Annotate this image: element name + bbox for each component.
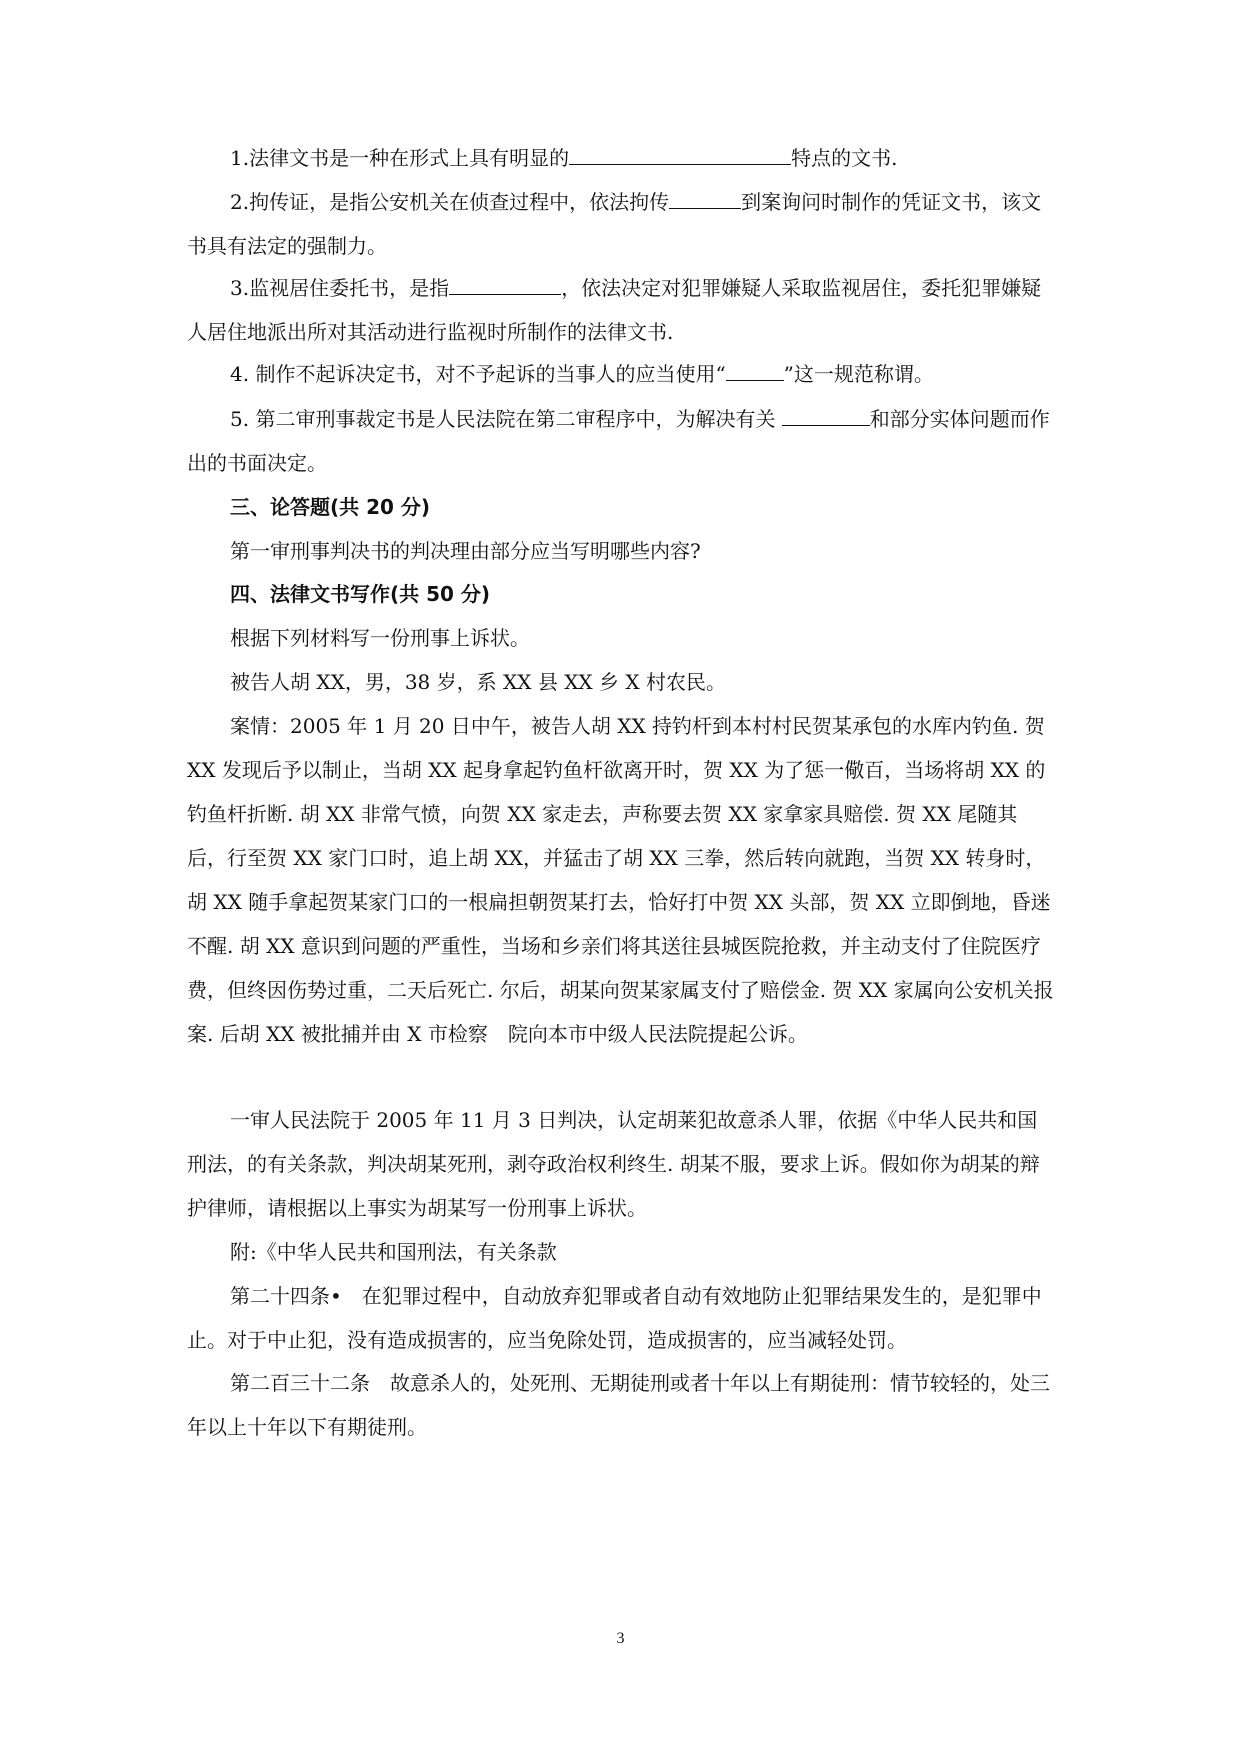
section-3-heading: 三、论答题(共 20 分) <box>230 495 431 519</box>
question-text: 1.法律文书是一种在形式上具有明显的 <box>230 146 570 170</box>
question-text: 2.拘传证，是指公安机关在侦查过程中，依法拘传 <box>230 190 670 214</box>
article-24: 第二十四条• 在犯罪过程中，自动放弃犯罪或者自动有效地防止犯罪结果发生的，是犯罪中止。对于中止犯，没有造成损害的，应当免除处罚，造成损害的，应当减轻处罚。 <box>187 1284 1042 1352</box>
question-text: 和部分实体问题而作出的书面决定。 <box>187 407 1050 475</box>
fill-in-question-2 <box>187 180 1057 268</box>
article-232: 第二百三十二条 故意杀人的，处死刑、无期徒刑或者十年以上有期徒刑：情节较轻的，处三年以上十年以下有期徒刑。 <box>187 1371 1050 1439</box>
fill-in-question-1 <box>187 136 1057 180</box>
section-3-question: 第一审刑事判决书的判决理由部分应当写明哪些内容? <box>230 539 701 563</box>
question-text: 3.监视居住委托书，是指 <box>230 276 450 300</box>
case-facts: 案情：2005 年 1 月 20 日中午，被告人胡 XX 持钓杆到本村村民贺某承包的水库内钓鱼. 贺 XX 发现后予以制止，当胡 XX 起身拿起钓鱼杆欲离开时，贺 XX 为了惩一儆百，当场将胡 XX 的钓鱼杆折断. 胡 XX 非常气愤，向贺 XX 家走去，声称要去贺 XX 家拿家具赔偿. 贺 XX 尾随其后，行至贺 XX 家门口时，追上胡 XX，并猛击了胡 XX 三拳，然后转向就跑，当贺 XX 转身时，胡 XX 随手拿起贺某家门口的一根扁担朝贺某打去，恰好打中贺 XX 头部，贺 XX 立即倒地，昏迷不醒. 胡 XX 意识到问题的严重性，当场和乡亲们将其送往县城医院抢救，并主动支付了住院医疗费，但终因伤势过重，二天后死亡. 尔后，胡某向贺某家属支付了赔偿金. 贺 XX 家属向公安机关报案. 后胡 XX 被批捕并由 X 市检察 院向本市中级人民法院提起公诉。 <box>187 714 1054 1046</box>
fill-in-question-5 <box>187 397 1057 485</box>
question-text: ”这一规范称谓。 <box>783 362 934 386</box>
question-text: 5. 第二审刑事裁定书是人民法院在第二审程序中，为解决有关 <box>230 407 782 431</box>
answer-blank[interactable] <box>669 186 741 209</box>
appendix-title: 附:《中华人民共和国刑法，有关条款 <box>230 1240 557 1264</box>
section-4-heading: 四、法律文书写作(共 50 分) <box>230 582 491 606</box>
question-text: ，依法决定对犯罪嫌疑人采取监视居住，委托犯罪嫌疑人居住地派出所对其活动进行监视时所制作的法律文书. <box>187 276 1042 344</box>
question-text: 特点的文书. <box>791 146 898 170</box>
fill-in-question-3 <box>187 266 1057 354</box>
defendant-info: 被告人胡 XX，男，38 岁，系 XX 县 XX 乡 X 村农民。 <box>230 670 726 694</box>
question-text: 4. 制作不起诉决定书，对不予起诉的当事人的应当使用“ <box>230 362 726 386</box>
fill-in-question-4 <box>187 352 1057 396</box>
first-instance-judgment: 一审人民法院于 2005 年 11 月 3 日判决，认定胡莱犯故意杀人罪，依据《中华人民共和国刑法，的有关条款，判决胡某死刑，剥夺政治权利终生. 胡某不服，要求上诉。假如你为胡某的辩护律师，请根据以上事实为胡某写一份刑事上诉状。 <box>187 1108 1040 1220</box>
answer-blank[interactable] <box>782 403 870 426</box>
writing-instruction: 根据下列材料写一份刑事上诉状。 <box>230 626 530 650</box>
question-text: 到案询问时制作的凭证文书，该文书具有法定的强制力。 <box>187 190 1042 258</box>
answer-blank[interactable] <box>449 272 561 295</box>
answer-blank[interactable] <box>569 142 791 165</box>
answer-blank[interactable] <box>726 358 784 381</box>
page-number: 3 <box>616 1630 625 1647</box>
